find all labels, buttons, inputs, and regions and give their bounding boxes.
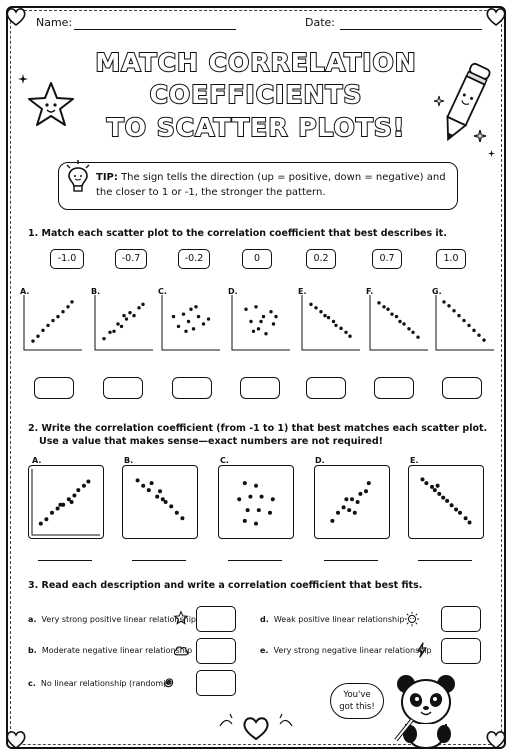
title-line-2: COEFFICIENTS	[149, 80, 363, 109]
scatter-dot	[450, 503, 454, 507]
tip-body: The sign tells the direction (up = positive, down = negative) and the closer to 1 or -1, the stronger the pattern.	[96, 172, 446, 198]
item-letter: b.	[28, 646, 37, 655]
scatter-dot	[58, 503, 62, 507]
scatter-dot	[271, 497, 275, 501]
scatter-dot	[358, 492, 362, 496]
scatter-dot	[336, 511, 340, 515]
item-letter: c.	[28, 679, 36, 688]
description-a	[28, 615, 196, 624]
plot-axes	[32, 469, 100, 535]
panda-mascot-icon	[386, 668, 466, 750]
scatter-dot	[254, 484, 258, 488]
answer-box-e[interactable]	[441, 638, 481, 664]
scatter-dot	[56, 506, 60, 510]
item-text: No linear relationship (random)	[40, 679, 167, 688]
title-line-1: MATCH CORRELATION	[95, 48, 417, 77]
scatter-dot	[44, 517, 48, 521]
section1-instruction: 1. Match each scatter plot to the correlation coefficient that best describes it.	[28, 228, 447, 239]
plot-label: D.	[315, 456, 325, 465]
plot-label: A.	[32, 456, 42, 465]
coefficient-card[interactable]: -0.2	[178, 249, 210, 269]
plot-label: B.	[91, 287, 101, 296]
item-letter: d.	[260, 615, 269, 624]
speech-bubble	[330, 683, 384, 719]
scatter-dot	[169, 504, 173, 508]
scatter-dot	[445, 499, 449, 503]
plot-label: B.	[124, 456, 134, 465]
scatter-dot	[430, 485, 434, 489]
description-d	[260, 615, 404, 624]
plot-label: C.	[158, 287, 167, 296]
answer-box-c[interactable]	[196, 670, 236, 696]
scatter-dot	[175, 511, 179, 515]
scatter-dot	[353, 511, 357, 515]
answer-line[interactable]	[418, 560, 472, 561]
description-b	[28, 646, 192, 655]
scatter-dot	[82, 484, 86, 488]
scatter-dot	[150, 481, 154, 485]
item-text: Very strong positive linear relationship	[41, 615, 196, 624]
speech-line-1: You've	[343, 690, 371, 700]
scatter-dot	[441, 496, 445, 500]
scatter-dot	[158, 489, 162, 493]
swirl-decoration-icon	[218, 712, 294, 732]
scatter-dot	[237, 497, 241, 501]
scatter-dot	[424, 481, 428, 485]
answer-line[interactable]	[38, 560, 92, 561]
answer-line[interactable]	[324, 560, 378, 561]
scatter-dot	[243, 481, 247, 485]
scatter-dot	[70, 500, 74, 504]
scatter-dot	[458, 511, 462, 515]
scatter-dot	[50, 511, 54, 515]
plot-label: F.	[366, 287, 374, 296]
scatter-dot	[141, 484, 145, 488]
scatter-dot	[246, 508, 250, 512]
scatter-dot	[268, 511, 272, 515]
sun-icon	[404, 611, 420, 627]
scatter-dot	[257, 508, 261, 512]
coefficient-card[interactable]: 0.2	[306, 249, 336, 269]
star-icon	[174, 611, 188, 625]
scatter-dot	[86, 479, 90, 483]
scatter-dot	[342, 505, 346, 509]
plot-label: E.	[298, 287, 307, 296]
item-letter: a.	[28, 615, 37, 624]
scatter-dot	[180, 516, 184, 520]
plot-label: D.	[228, 287, 238, 296]
scatter-dot	[433, 488, 437, 492]
scatter-dot	[420, 477, 424, 481]
scatter-dot	[155, 495, 159, 499]
scatter-dot	[356, 500, 360, 504]
coefficient-card[interactable]: 0	[242, 249, 272, 269]
scatter-dot	[39, 522, 43, 526]
scatter-dot	[72, 494, 76, 498]
description-e	[260, 646, 432, 655]
scatter-dot	[330, 519, 334, 523]
scatter-dot	[260, 495, 264, 499]
description-c	[28, 679, 166, 688]
title-line-3: TO SCATTER PLOTS!	[106, 113, 406, 142]
scatter-dot	[76, 488, 80, 492]
scatter-dot	[350, 497, 354, 501]
item-text: Weak positive linear relationship	[273, 615, 405, 624]
answer-box-b[interactable]	[196, 638, 236, 664]
plot-label: G.	[432, 287, 442, 296]
spiral-icon	[162, 675, 175, 689]
scatter-dot	[364, 489, 368, 493]
speech-line-2: got this!	[339, 702, 375, 712]
answer-line[interactable]	[228, 560, 282, 561]
coefficient-card[interactable]: 0.7	[372, 249, 402, 269]
scatter-dot	[437, 492, 441, 496]
answer-box-d[interactable]	[441, 606, 481, 632]
scatter-dot	[147, 488, 151, 492]
item-text: Very strong negative linear relationship	[273, 646, 432, 655]
scatter-dot	[254, 522, 258, 526]
scatter-dot	[347, 508, 351, 512]
plot-label: C.	[220, 456, 229, 465]
cloud-icon	[173, 644, 189, 656]
item-text: Moderate negative linear relationship	[41, 646, 193, 655]
scatter-dot	[248, 495, 252, 499]
answer-box-a[interactable]	[196, 606, 236, 632]
scatter-dot	[161, 497, 165, 501]
coefficient-card[interactable]: 1.0	[436, 249, 466, 269]
answer-line[interactable]	[132, 560, 186, 561]
scatter-dot	[136, 478, 140, 482]
item-letter: e.	[260, 646, 269, 655]
scatter-dot	[344, 497, 348, 501]
tip-label: TIP:	[96, 172, 118, 183]
coefficient-card[interactable]: -0.7	[115, 249, 147, 269]
scatter-dot	[243, 519, 247, 523]
date-label: Date:	[305, 16, 335, 29]
scatter-dot	[367, 481, 371, 485]
plot-label: E.	[410, 456, 419, 465]
scatter-dot	[436, 484, 440, 488]
section2-instruction-note: Use a value that makes sense—exact numbers are not required!	[39, 436, 383, 447]
scatter-dot	[468, 521, 472, 525]
name-label: Name:	[36, 16, 73, 29]
plot-label: A.	[20, 287, 30, 296]
coefficient-card[interactable]: -1.0	[50, 249, 84, 269]
section2-instruction: 2. Write the correlation coefficient (from -1 to 1) that best matches each scatter plot.	[28, 423, 488, 434]
section3-instruction: 3. Read each description and write a correlation coefficient that best fits.	[28, 580, 423, 591]
scatter-dot	[454, 508, 458, 512]
lightning-icon	[416, 642, 428, 658]
scatter-dot	[464, 516, 468, 520]
